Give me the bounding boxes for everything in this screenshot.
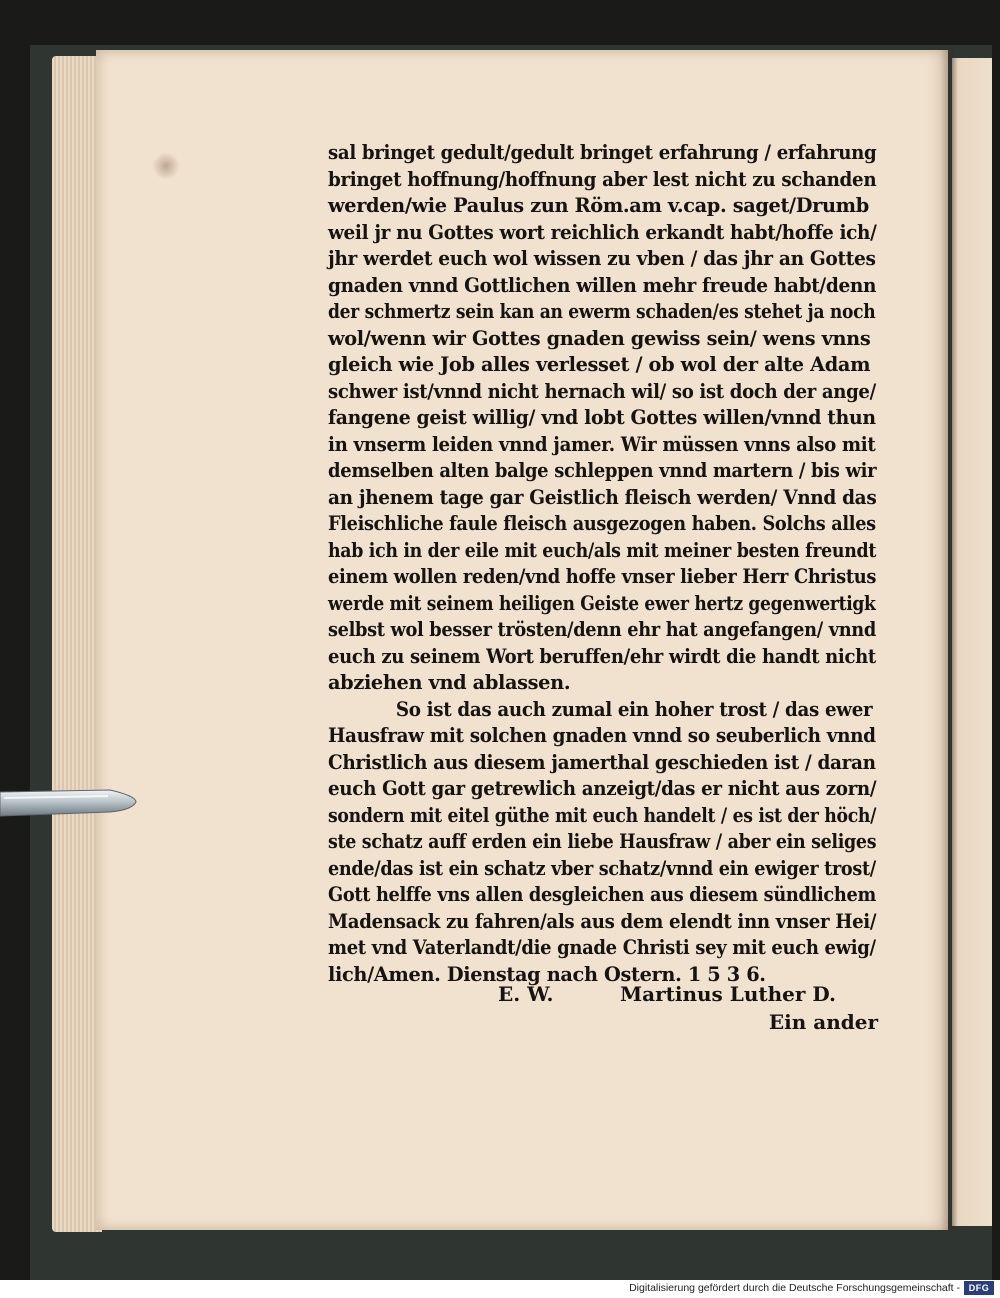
text-line: in vnserm leiden vnnd jamer. Wir müssen vnns also mit [328,432,876,456]
text-line: ste schatz auff erden ein liebe Hausfraw / aber ein seliges [328,830,877,853]
text-line: Fleischliche faule fleisch ausgezogen haben. Solchs alles [328,512,876,535]
facing-page-edge [952,58,992,1226]
text-line: hab ich in der eile mit euch/als mit meiner besten freundt [328,538,877,562]
signature-block [328,982,878,1034]
text-line: fangene geist willig/ vnd lobt Gottes willen/vnnd thun [328,406,876,429]
text-line: werde mit seinem heiligen Geiste ewer hertz gegenwertigk [328,591,876,615]
footer-bar [0,1280,1000,1298]
text-line: bringet hoffnung/hoffnung aber lest nicht zu schanden [328,167,877,191]
text-line: lich/Amen. Dienstag nach Ostern. 1 5 3 6. [328,962,766,986]
catchword: Ein ander [768,1010,878,1034]
text-line: sondern mit eitel güthe mit euch handelt / es ist der höch/ [328,803,877,827]
signature-initials: E. W. [498,982,554,1006]
text-line: Madensack zu fahren/als aus dem elendt inn vnser Hei/ [328,909,877,933]
body-text [328,140,878,988]
paper-stain [152,152,180,180]
text-line: weil jr nu Gottes wort reichlich erkandt habt/hoffe ich/ [328,220,877,244]
text-line: met vnd Vaterlandt/die gnade Christi sey mit euch ewig/ [328,936,876,959]
text-line: abziehen vnd ablassen. [328,671,571,694]
dfg-logo: DFG [964,1281,994,1295]
text-line: gnaden vnnd Gottlichen willen mehr freude habt/denn [328,273,877,297]
text-line: gleich wie Job alles verlesset / ob wol der alte Adam [328,353,871,376]
text-line: euch Gott gar getrewlich anzeigt/das er nicht aus zorn/ [328,777,877,800]
text-line: einem wollen reden/vnd hoffe vnser lieber Herr Christus [328,565,877,588]
page-edges [52,56,102,1232]
text-line: schwer ist/vnnd nicht hernach wil/ so ist doch der ange/ [328,379,876,403]
text-line: sal bringet gedult/gedult bringet erfahrung / erfahrung [328,141,877,164]
text-line: demselben alten balge schleppen vnnd martern / bis wir [328,459,877,482]
glass-pointer-icon [0,786,138,820]
text-line: Christlich aus diesem jamerthal geschieden ist / daran [328,750,876,774]
text-line: jhr werdet euch wol wissen zu vben / das jhr an Gottes [328,247,876,270]
text-line: ende/das ist ein schatz vber schatz/vnnd ein ewiger trost/ [328,856,876,880]
text-line: euch zu seinem Wort beruffen/ehr wirdt die handt nicht [328,644,876,668]
text-line: selbst wol besser trösten/denn ehr hat angefangen/ vnnd [328,618,876,641]
signature-name: Martinus Luther D. [620,982,836,1006]
text-line: Gott helffe vns allen desgleichen aus diesem sündlichem [328,883,876,906]
text-line: an jhenem tage gar Geistlich fleisch werden/ Vnnd das [328,485,877,509]
text-line: So ist das auch zumal ein hoher trost / das ewer [395,697,873,721]
text-line: wol/wenn wir Gottes gnaden gewiss sein/ wens vnns [328,326,871,350]
footer-credit: Digitalisierung gefördert durch die Deutsche Forschungsgemeinschaft - [629,1282,960,1294]
text-line: werden/wie Paulus zun Röm.am v.cap. saget/Drumb [328,194,869,217]
text-line: Hausfraw mit solchen gnaden vnnd so seuberlich vnnd [328,724,876,747]
text-line: der schmertz sein kan an ewerm schaden/es stehet ja noch [328,300,876,323]
